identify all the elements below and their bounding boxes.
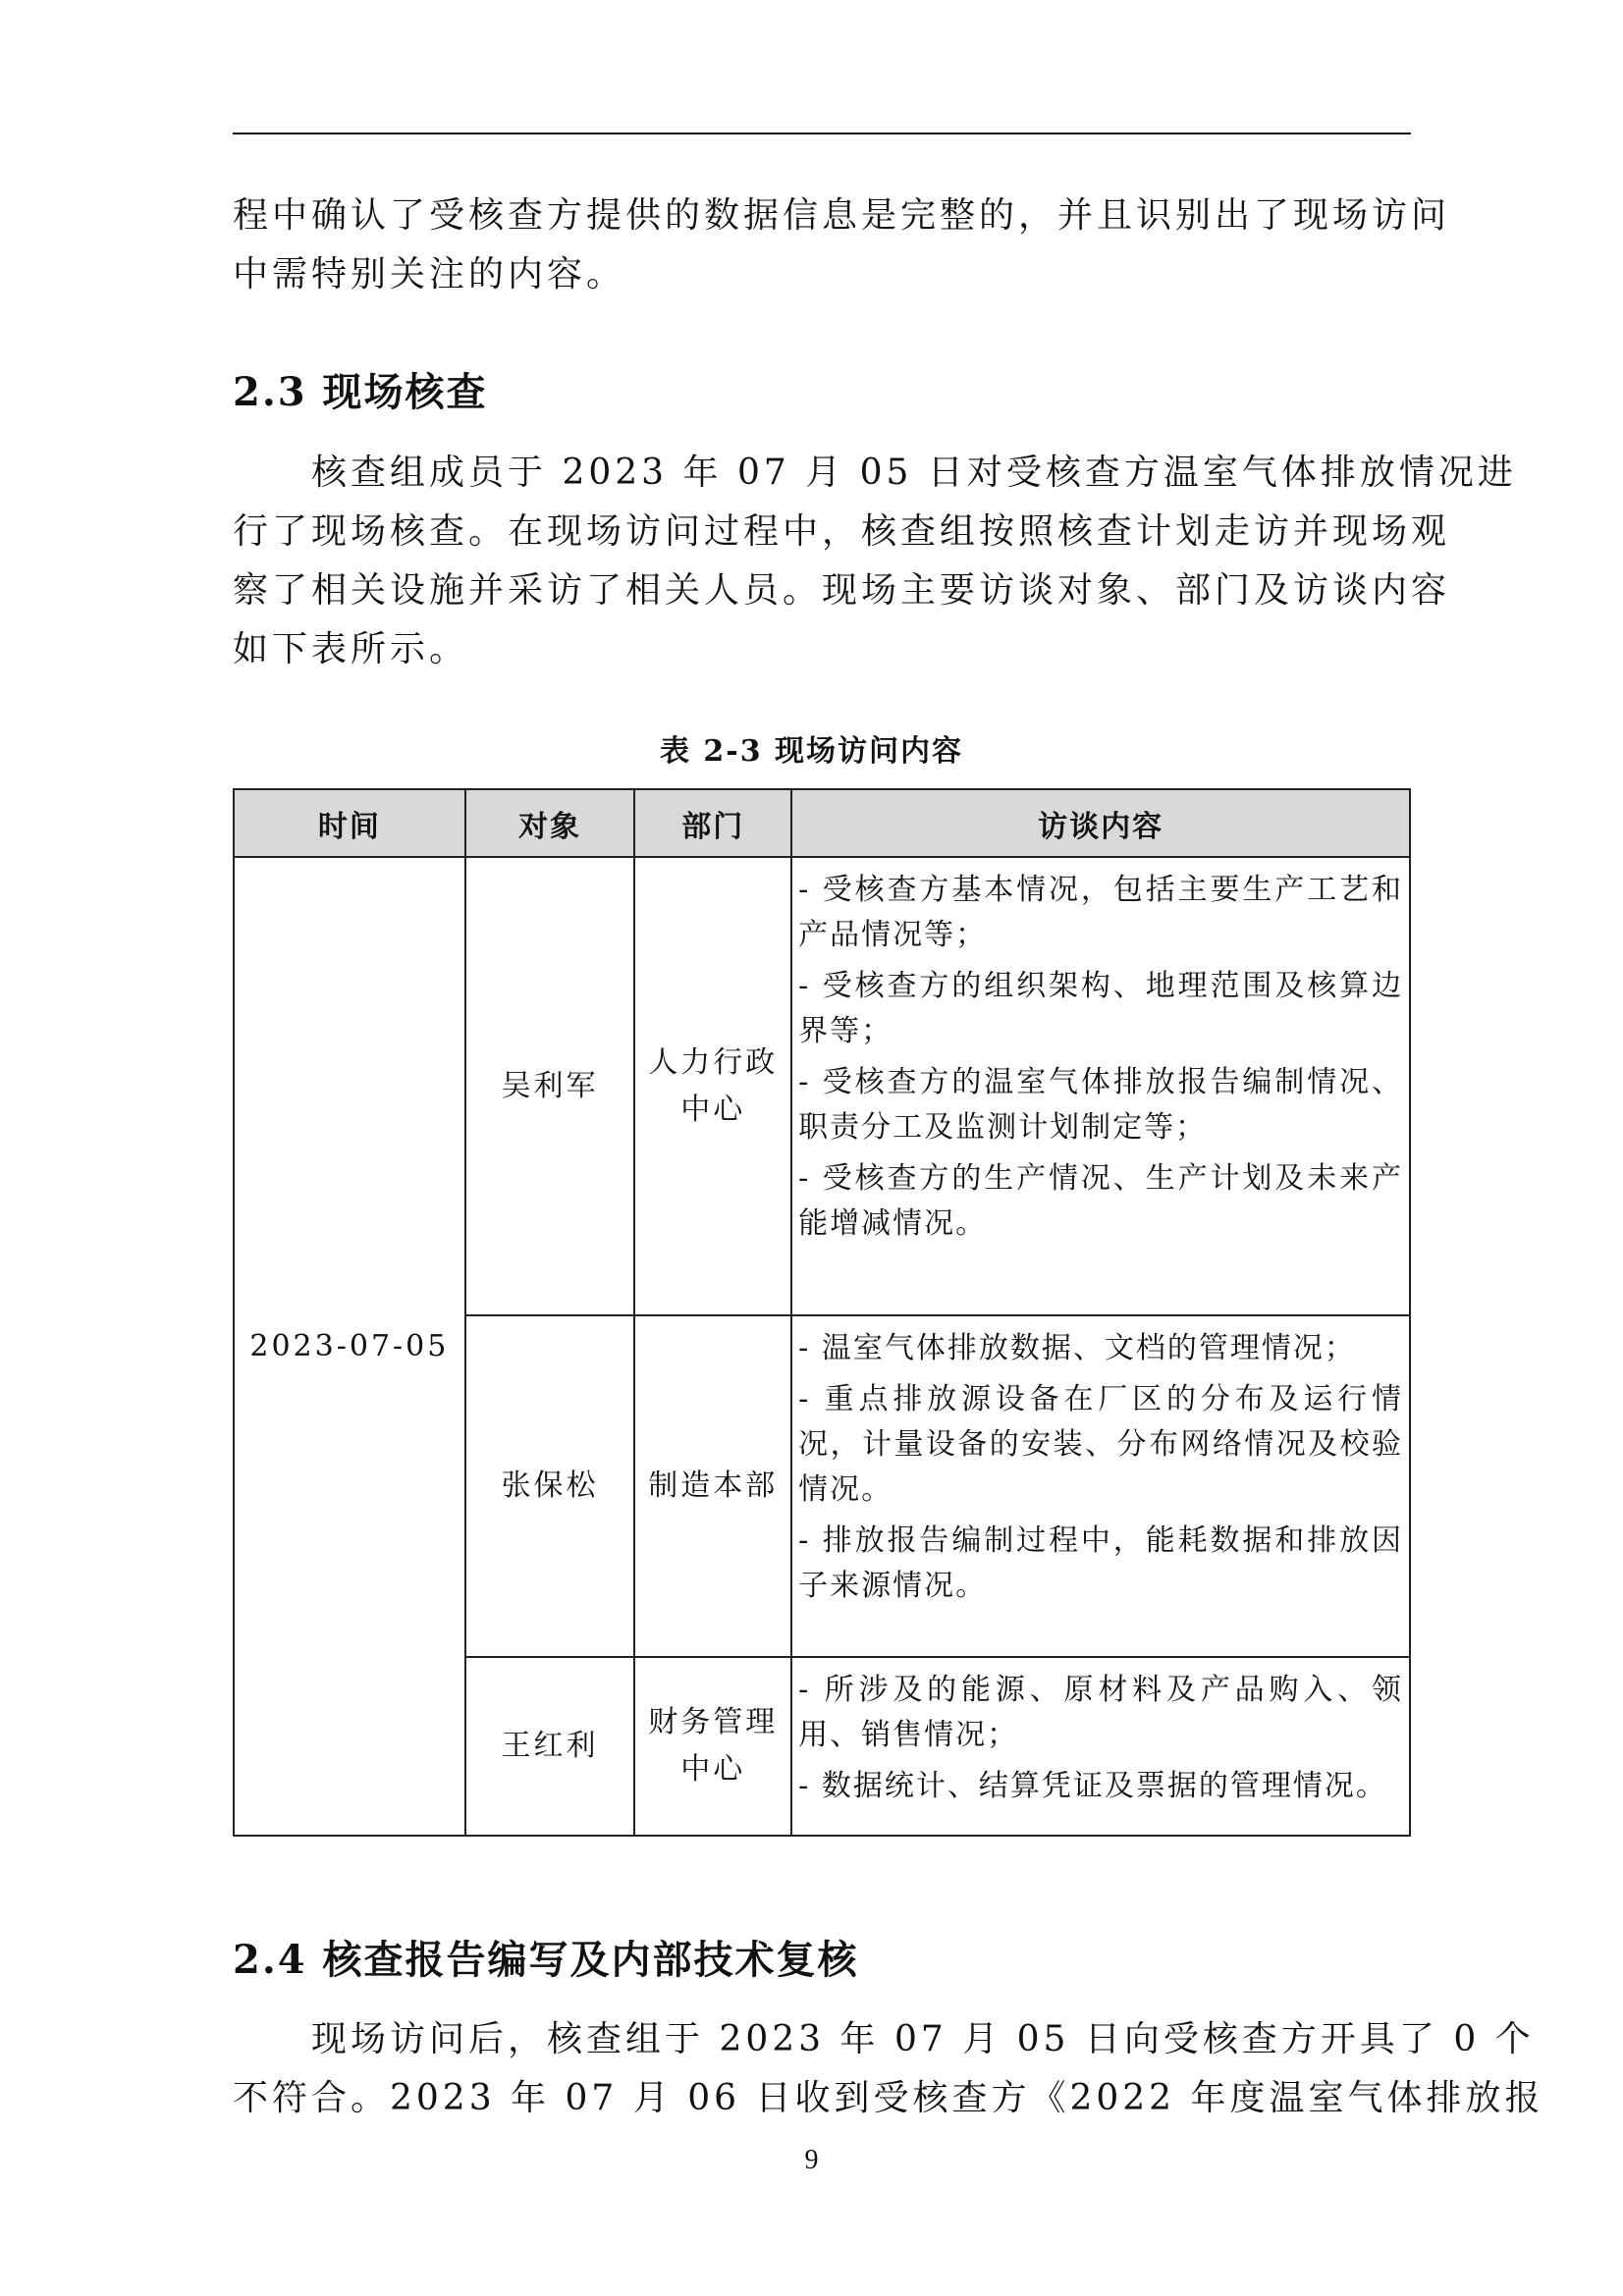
department-cell [634, 857, 791, 1315]
interview-item: - 所涉及的能源、原材料及产品购入、领用、销售情况； [798, 1673, 1403, 1752]
header-time: 时间 [234, 789, 465, 857]
interview-item: - 温室气体排放数据、文档的管理情况； [798, 1331, 1356, 1365]
department-cell [634, 1657, 791, 1836]
interview-item: - 排放报告编制过程中，能耗数据和排放因子来源情况。 [798, 1523, 1403, 1603]
section-2-4-paragraph [233, 2010, 1544, 2128]
interview-content-cell [791, 1657, 1410, 1836]
visit-table [233, 788, 1411, 1837]
department-line: 财务管理 [648, 1705, 779, 1739]
department-line: 中心 [680, 1092, 746, 1127]
section-2-4-line-1: 现场访问后，核查组于 2023 年 07 月 05 日向受核查方开具了 0 个 [233, 2019, 1535, 2059]
interview-content-cell [791, 1315, 1410, 1657]
section-2-3-line-1: 核查组成员于 2023 年 07 月 05 日对受核查方温室气体排放情况进 [233, 453, 1517, 493]
header-rule [233, 133, 1411, 134]
section-2-3-line-3: 察了相关设施并采访了相关人员。现场主要访谈对象、部门及访谈内容 [233, 570, 1451, 611]
interview-content-cell [791, 857, 1410, 1315]
section-heading-2-4: 2.4 核查报告编写及内部技术复核 [233, 1937, 859, 1983]
section-heading-2-3: 2.3 现场核查 [233, 369, 488, 415]
person-cell: 吴利军 [465, 857, 635, 1315]
section-2-3-line-4: 如下表所示。 [233, 629, 469, 669]
department-line: 中心 [680, 1752, 746, 1787]
table-caption: 表 2-3 现场访问内容 [659, 734, 964, 769]
section-2-4-line-2: 不符合。2023 年 07 月 06 日收到受核查方《2022 年度温室气体排放报 [233, 2078, 1544, 2118]
interview-item: - 重点排放源设备在厂区的分布及运行情况，计量设备的安装、分布网络情况及校验情况。 [798, 1382, 1403, 1507]
interview-item: - 受核查方的组织架构、地理范围及核算边界等； [798, 969, 1403, 1048]
header-interview-content: 访谈内容 [791, 789, 1410, 857]
person-cell: 王红利 [465, 1657, 635, 1836]
department-line: 制造本部 [648, 1468, 779, 1503]
person-cell: 张保松 [465, 1315, 635, 1657]
department-cell [634, 1315, 791, 1657]
intro-line-1: 程中确认了受核查方提供的数据信息是完整的，并且识别出了现场访问 [233, 195, 1451, 236]
section-2-3-paragraph [233, 444, 1517, 679]
interview-item: - 受核查方的生产情况、生产计划及未来产能增减情况。 [798, 1161, 1403, 1241]
intro-line-2: 中需特别关注的内容。 [233, 254, 626, 294]
section-2-3-line-2: 行了现场核查。在现场访问过程中，核查组按照核查计划走访并现场观 [233, 511, 1451, 552]
date-cell: 2023-07-05 [234, 857, 465, 1836]
table-row [234, 857, 1410, 1315]
department-line: 人力行政 [648, 1044, 779, 1080]
table-header-row [234, 789, 1410, 857]
interview-item: - 受核查方的温室气体排放报告编制情况、职责分工及监测计划制定等； [798, 1065, 1403, 1145]
interview-item: - 受核查方基本情况，包括主要生产工艺和产品情况等； [798, 873, 1403, 952]
header-department: 部门 [634, 789, 791, 857]
page-number: 9 [804, 2145, 819, 2175]
interview-item: - 数据统计、结算凭证及票据的管理情况。 [798, 1769, 1387, 1803]
header-person: 对象 [465, 789, 635, 857]
intro-paragraph [233, 187, 1451, 304]
